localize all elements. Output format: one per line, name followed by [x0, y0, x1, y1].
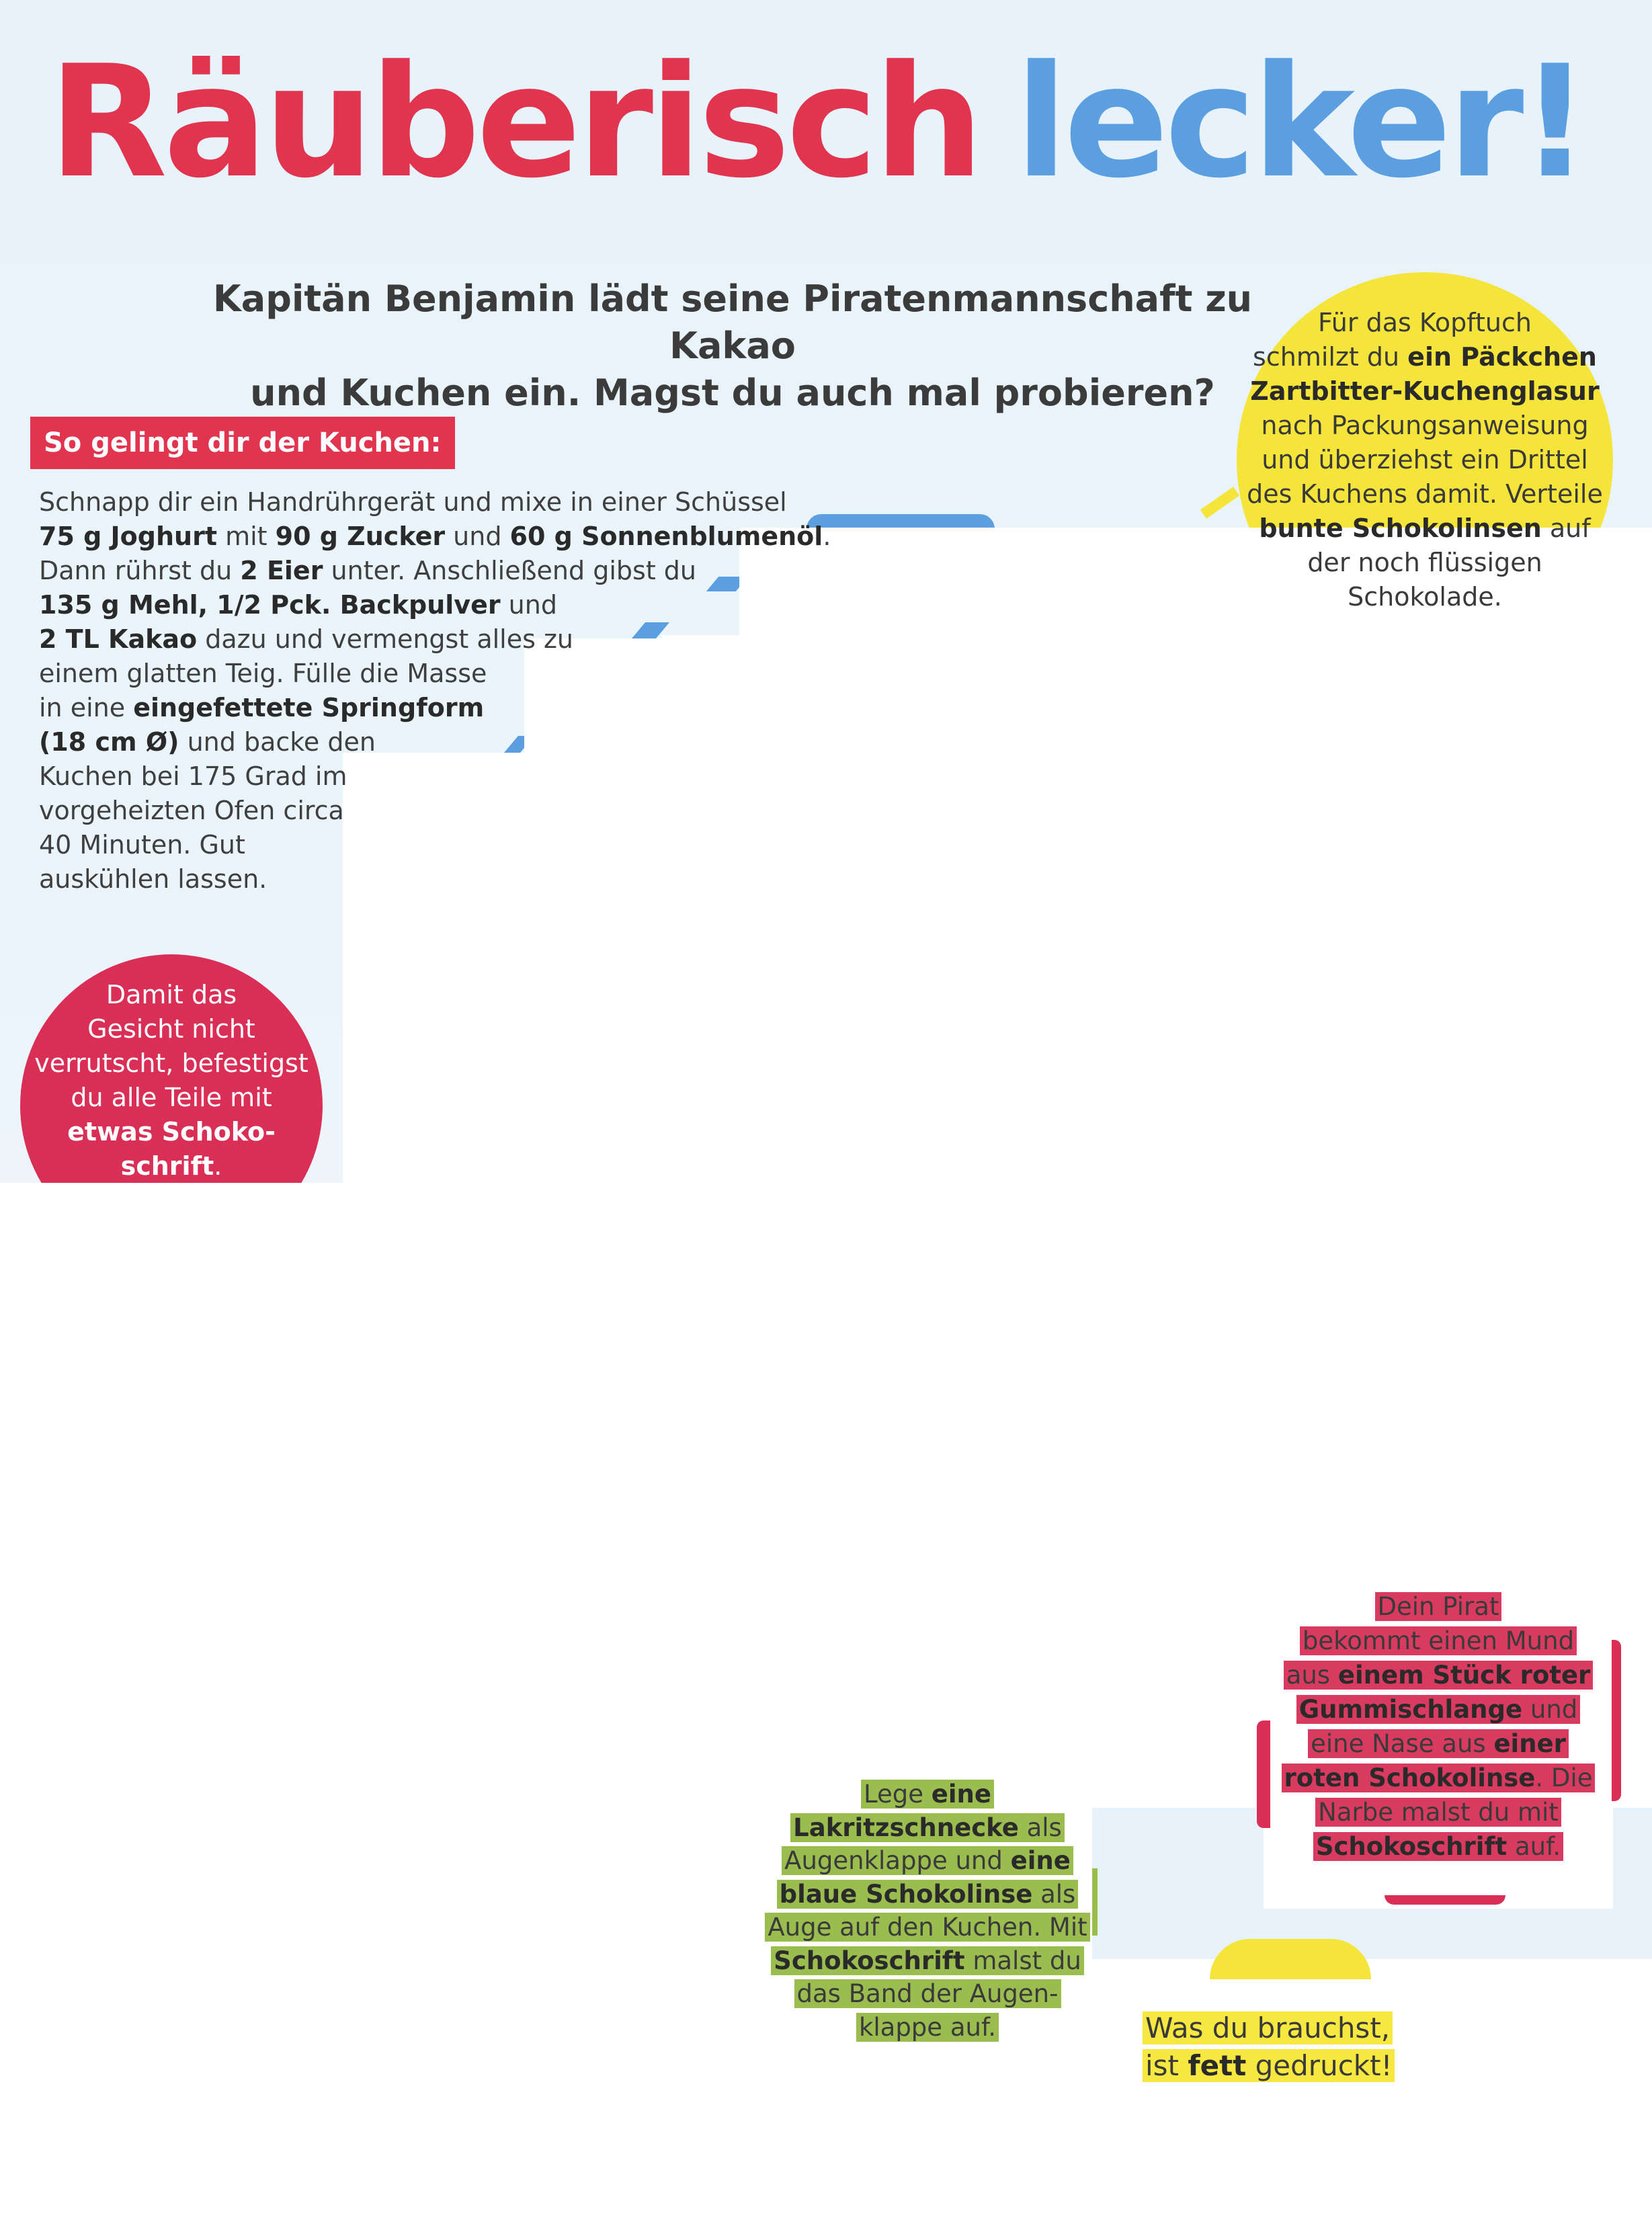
glaze-line: Zartbitter-Kuchenglasur [1250, 376, 1600, 406]
subtitle [202, 276, 1264, 417]
mouth-line: Gummischlange und [1270, 1692, 1606, 1727]
mouth-line: Dein Pirat [1270, 1589, 1606, 1624]
recipe-line: in eine eingefettete Springform [39, 693, 485, 722]
attach-line: Gesicht nicht [87, 1014, 255, 1044]
glaze-line: nach Packungsanweisung [1261, 411, 1589, 440]
glaze-line: bunte Schokolinsen auf [1259, 513, 1591, 543]
eye-line: Lege eine [739, 1778, 1116, 1811]
eye-line: blaue Schokolinse als [739, 1878, 1116, 1911]
eye-line: Schokoschrift malst du [739, 1944, 1116, 1978]
title-part-blue: lecker! [1015, 33, 1587, 212]
glaze-line: schmilzt du ein Päckchen [1253, 342, 1597, 372]
eye-line: Lakritzschnecke als [739, 1811, 1116, 1845]
recipe-line: 75 g Joghurt mit 90 g Zucker und 60 g Sonnenblumenöl. [39, 522, 831, 551]
section-label: So gelingt dir der Kuchen: [30, 417, 455, 469]
attach-line: etwas Schoko- [67, 1117, 276, 1147]
subtitle-line: Kapitän Benjamin lädt seine Piratenmannschaft zu Kakao [212, 278, 1253, 367]
title-part-red: Räuberisch [48, 33, 980, 212]
attach-line: verrutscht, befestigst [34, 1048, 308, 1078]
mouth-line: Narbe malst du mit [1270, 1795, 1606, 1829]
recipe-text [39, 485, 831, 897]
attach-line: du alle Teile mit [71, 1083, 272, 1112]
recipe-line: Kuchen bei 175 Grad im [39, 761, 347, 791]
recipe-line: 135 g Mehl, 1/2 Pck. Backpulver und [39, 590, 557, 620]
mouth-line: Schokoschrift auf. [1270, 1829, 1606, 1864]
bold-hint-note [1143, 2009, 1411, 2085]
recipe-line: Dann rührst du 2 Eier unter. Anschließend gibst du [39, 556, 696, 585]
glaze-line: der noch flüssigen [1307, 548, 1542, 577]
mouth-line: aus einem Stück roter [1270, 1658, 1606, 1692]
eye-line: klappe auf. [739, 2011, 1116, 2044]
recipe-line: vorgeheizten Ofen circa [39, 796, 344, 825]
recipe-line: (18 cm Ø) und backe den [39, 727, 376, 757]
red-decoration [1257, 1720, 1270, 1828]
bold-hint-line: ist fett gedruckt! [1143, 2047, 1411, 2085]
glaze-instructions [1247, 306, 1603, 614]
yellow-decoration [1210, 1939, 1371, 1979]
bold-hint-line: Was du brauchst, [1143, 2009, 1411, 2047]
glaze-line: und überziehst ein Drittel [1262, 445, 1588, 474]
red-decoration [1385, 1895, 1505, 1905]
glaze-line: des Kuchens damit. Verteile [1247, 479, 1603, 509]
mouth-line: roten Schokolinse. Die [1270, 1761, 1606, 1795]
eye-line: Auge auf den Kuchen. Mit [739, 1911, 1116, 1944]
blue-plate-edge [807, 514, 995, 529]
recipe-line: einem glatten Teig. Fülle die Masse [39, 659, 487, 688]
recipe-line: Schnapp dir ein Handrührgerät und mixe in einer Schüssel [39, 487, 787, 517]
eye-patch-instructions [739, 1778, 1116, 2044]
subtitle-line: und Kuchen ein. Magst du auch mal probieren? [250, 372, 1215, 414]
recipe-line: 2 TL Kakao dazu und vermengst alles zu [39, 624, 574, 654]
mouth-instructions [1270, 1589, 1606, 1864]
glaze-line: Für das Kopftuch [1318, 308, 1532, 337]
attach-instructions [20, 978, 323, 1184]
eye-line: das Band der Augen- [739, 1977, 1116, 2011]
glaze-line: Schokolade. [1348, 582, 1502, 612]
attach-line: Damit das [106, 980, 237, 1009]
eye-line: Augenklappe und eine [739, 1844, 1116, 1878]
blank-area [1092, 1593, 1264, 1808]
red-decoration [1612, 1640, 1621, 1801]
mouth-line: eine Nase aus einer [1270, 1727, 1606, 1761]
recipe-line: auskühlen lassen. [39, 864, 267, 894]
attach-line: schrift. [120, 1151, 222, 1181]
recipe-line: 40 Minuten. Gut [39, 830, 245, 860]
mouth-line: bekommt einen Mund [1270, 1624, 1606, 1658]
